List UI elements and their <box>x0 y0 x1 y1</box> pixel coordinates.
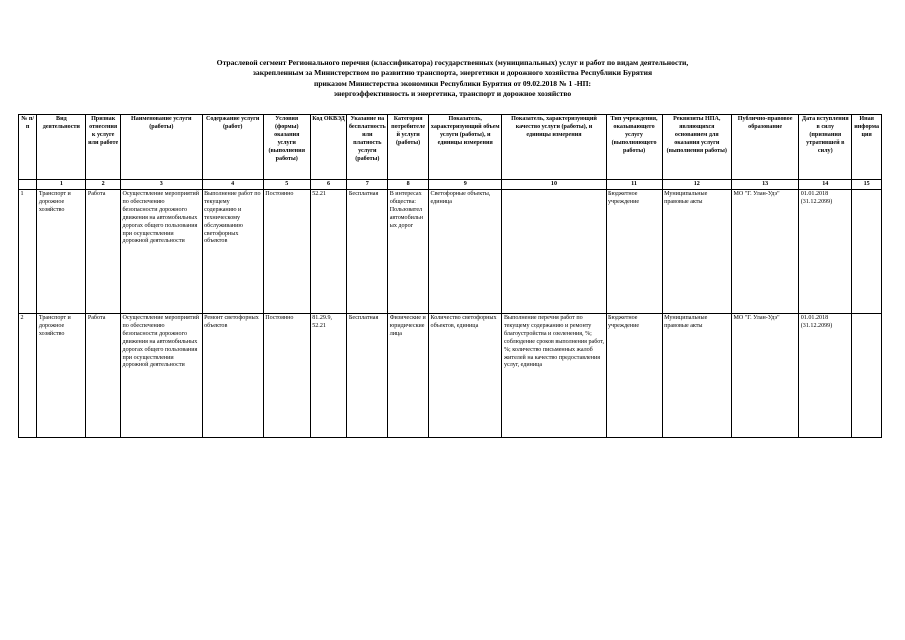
quality-indicator: Выполнение перечня работ по текущему содержанию и ремонту благоустройства и озеленения, %; соблюдение сроков выполнения работ, %; количество письменных жалоб жителей на качество предоставления услуг, единица <box>502 314 606 438</box>
header-cell: Категория потребителей услуги (работы) <box>388 115 429 180</box>
consumer-category: В интересах общества: Пользовател автомобильных дорог <box>388 190 429 314</box>
header-cell: Признак отнесения к услуге или работе <box>86 115 121 180</box>
column-number: 11 <box>606 180 662 190</box>
volume-indicator: Количество светофорных объектов, единица <box>429 314 502 438</box>
okved-code: 52.21 <box>310 190 347 314</box>
header-cell: Вид деятельности <box>37 115 86 180</box>
volume-indicator: Светофорные объекты, единица <box>429 190 502 314</box>
document-title <box>0 58 905 100</box>
column-number: 12 <box>662 180 731 190</box>
column-number: 5 <box>263 180 310 190</box>
service-name: Осуществление мероприятий по обеспечению безопасности дорожного движения на автомобильных дорогах общего пользования при осуществлении дорожной деятельности <box>120 314 202 438</box>
column-number <box>19 180 37 190</box>
column-number: 4 <box>202 180 263 190</box>
service-conditions: Постоянно <box>263 314 310 438</box>
table-row <box>19 314 882 438</box>
title-line-2: закрепленным за Министерством по развитию транспорта, энергетики и дорожного хозяйства Республики Бурятия <box>252 68 653 78</box>
classifier-table <box>18 114 882 438</box>
column-number: 15 <box>852 180 882 190</box>
title-line-4: энергоэффективность и энергетика, транспорт и дорожное хозяйство <box>333 89 572 99</box>
title-line-3: приказом Министерства экономики Республики Бурятия от 09.02.2018 № 1 -НП: <box>313 78 592 88</box>
column-number: 8 <box>388 180 429 190</box>
service-or-work-sign: Работа <box>86 190 121 314</box>
column-number: 3 <box>120 180 202 190</box>
header-cell: Указание на бесплатность или платность услуги (работы) <box>347 115 388 180</box>
okved-code: 81.29.9, 52.21 <box>310 314 347 438</box>
service-content: Ремонт светофорных объектов <box>202 314 263 438</box>
institution-type: Бюджетное учреждение <box>606 190 662 314</box>
header-cell: Показатель, характеризующий качество услуги (работы), и единицы измерения <box>502 115 606 180</box>
service-name: Осуществление мероприятий по обеспечению безопасности дорожного движения на автомобильных дорогах общего пользования при осуществлении дорожной деятельности <box>120 190 202 314</box>
column-number-row <box>19 180 882 190</box>
other-info <box>852 314 882 438</box>
header-cell: Дата вступления в силу (признания утратившей в силу) <box>799 115 852 180</box>
header-cell: Содержание услуги (работ) <box>202 115 263 180</box>
header-cell: Код ОКВЭД <box>310 115 347 180</box>
legal-basis: Муниципальные правовые акты <box>662 314 731 438</box>
activity-type: Транспорт и дорожное хозяйство <box>37 190 86 314</box>
legal-basis: Муниципальные правовые акты <box>662 190 731 314</box>
header-cell: Иная информация <box>852 115 882 180</box>
column-number: 13 <box>731 180 798 190</box>
other-info <box>852 190 882 314</box>
row-number: 2 <box>19 314 37 438</box>
table-row <box>19 190 882 314</box>
header-cell: Условия (формы) оказания услуги (выполнения работы) <box>263 115 310 180</box>
header-cell: Показатель, характеризующий объем услуги (работы), и единицы измерения <box>429 115 502 180</box>
header-cell: Реквизиты НПА, являющихся основанием для оказания услуги (выполнения работы) <box>662 115 731 180</box>
header-row <box>19 115 882 180</box>
column-number: 10 <box>502 180 606 190</box>
consumer-category: Физические и юридические лица <box>388 314 429 438</box>
effective-date: 01.01.2018 (31.12.2099) <box>799 314 852 438</box>
column-number: 14 <box>799 180 852 190</box>
activity-type: Транспорт и дорожное хозяйство <box>37 314 86 438</box>
header-cell: Наименование услуги (работы) <box>120 115 202 180</box>
service-content: Выполнение работ по текущему содержанию и техническому обслуживанию светофорных объектов <box>202 190 263 314</box>
public-entity: МО "Г. Улан-Удэ" <box>731 314 798 438</box>
quality-indicator <box>502 190 606 314</box>
column-number: 2 <box>86 180 121 190</box>
payment-type: Бесплатная <box>347 314 388 438</box>
row-number: 1 <box>19 190 37 314</box>
column-number: 1 <box>37 180 86 190</box>
payment-type: Бесплатная <box>347 190 388 314</box>
title-line-1: Отраслевой сегмент Регионального перечня (классификатора) государственных (муниципальных) услуг и работ по видам деятельности, <box>216 58 689 67</box>
service-or-work-sign: Работа <box>86 314 121 438</box>
column-number: 6 <box>310 180 347 190</box>
header-cell: Публично-правовое образование <box>731 115 798 180</box>
effective-date: 01.01.2018 (31.12.2099) <box>799 190 852 314</box>
header-cell: Тип учреждения, оказывающего услугу (выполняющего работы) <box>606 115 662 180</box>
column-number: 7 <box>347 180 388 190</box>
institution-type: Бюджетное учреждение <box>606 314 662 438</box>
column-number: 9 <box>429 180 502 190</box>
service-conditions: Постоянно <box>263 190 310 314</box>
public-entity: МО "Г. Улан-Удэ" <box>731 190 798 314</box>
header-cell: № п/п <box>19 115 37 180</box>
